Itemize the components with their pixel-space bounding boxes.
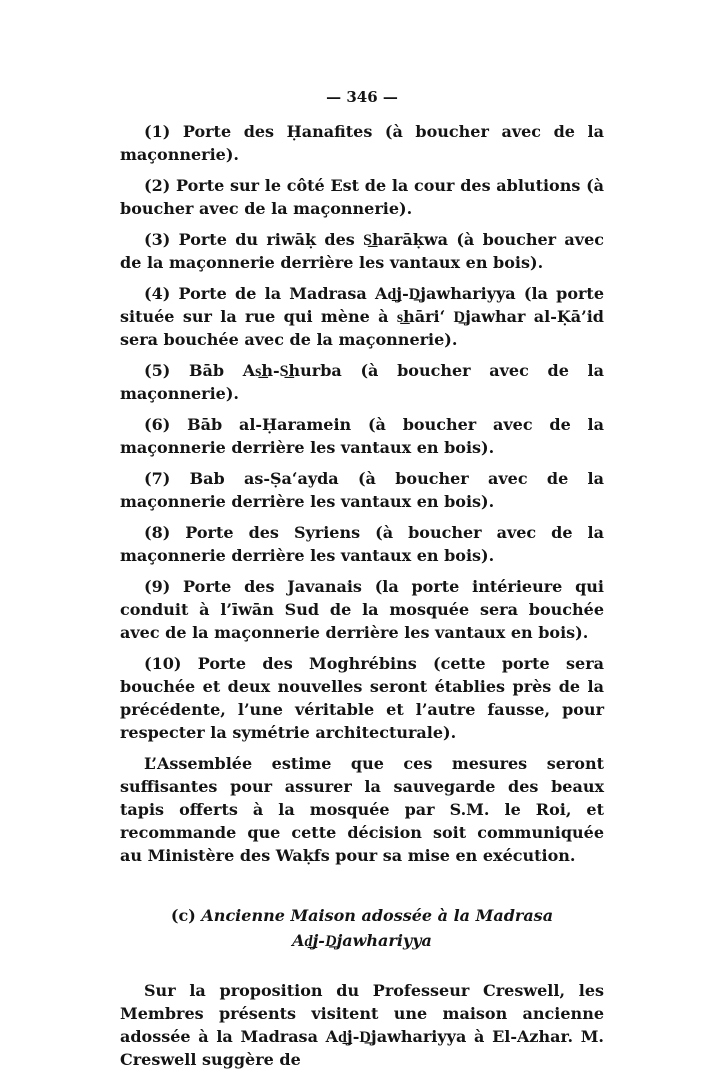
list-item-3: (3) Porte du riwāḳ des S͟harāḳwa (à boucher avec de la maçonnerie derrière les vantaux en bois). — [120, 230, 604, 272]
list-item-10: (10) Porte des Moghrébins (cette porte sera bouchée et deux nouvelles seront établies près de la précédente, l’une véritable et l’autre fausse, pour respecter la symétrie architecturale). — [120, 654, 604, 742]
list-item-5: (5) Bāb As͟h-S͟hurba (à boucher avec de la maçonnerie). — [120, 361, 604, 403]
list-item-9: (9) Porte des Javanais (la porte intérieure qui conduit à l’īwān Sud de la mosquée sera bouchée avec de la maçonnerie derrière les vantaux en bois). — [120, 577, 604, 642]
list-item-4: (4) Porte de la Madrasa Ad͟j-D͟jawhariyya (la porte située sur la rue qui mène à s͟hāri‘ D͟jawhar al-Ḳā’id sera bouchée avec de la maçonnerie). — [120, 284, 604, 349]
page-content — [120, 88, 604, 1079]
section-heading — [120, 903, 604, 953]
assembly-paragraph: L’Assemblée estime que ces mesures seront suffisantes pour assurer la sauvegarde des beaux tapis offerts à la mosquée par S.M. le Roi, et recommande que cette décision soit communiquée au Ministère des Waḳfs pour sa mise en exécution. — [120, 754, 604, 865]
section-title-line-1: Ancienne Maison adossée à la Madrasa — [201, 906, 554, 925]
closing-paragraph: Sur la proposition du Professeur Creswell, les Membres présents visitent une maison ancienne adossée à la Madrasa Ad͟j-D͟jawhariyya à El-Azhar. M. Creswell suggère de — [120, 981, 604, 1069]
section-heading-line-1 — [120, 903, 604, 928]
list-item-7: (7) Bab as-Ṣa‘ayda (à boucher avec de la maçonnerie derrière les vantaux en bois). — [120, 469, 604, 511]
list-item-8: (8) Porte des Syriens (à boucher avec de la maçonnerie derrière les vantaux en bois). — [120, 523, 604, 565]
section-label: (c) — [170, 906, 196, 925]
page-number: — 346 — — [326, 88, 398, 106]
list-item-2: (2) Porte sur le côté Est de la cour des ablutions (à boucher avec de la maçonnerie). — [120, 176, 604, 218]
list-item-1: (1) Porte des Ḥanafites (à boucher avec de la maçonnerie). — [120, 122, 604, 164]
section-title-line-2: Ad͟j-D͟jawhariyya — [292, 931, 432, 950]
list-item-6: (6) Bāb al-Ḥaramein (à boucher avec de la maçonnerie derrière les vantaux en bois). — [120, 415, 604, 457]
